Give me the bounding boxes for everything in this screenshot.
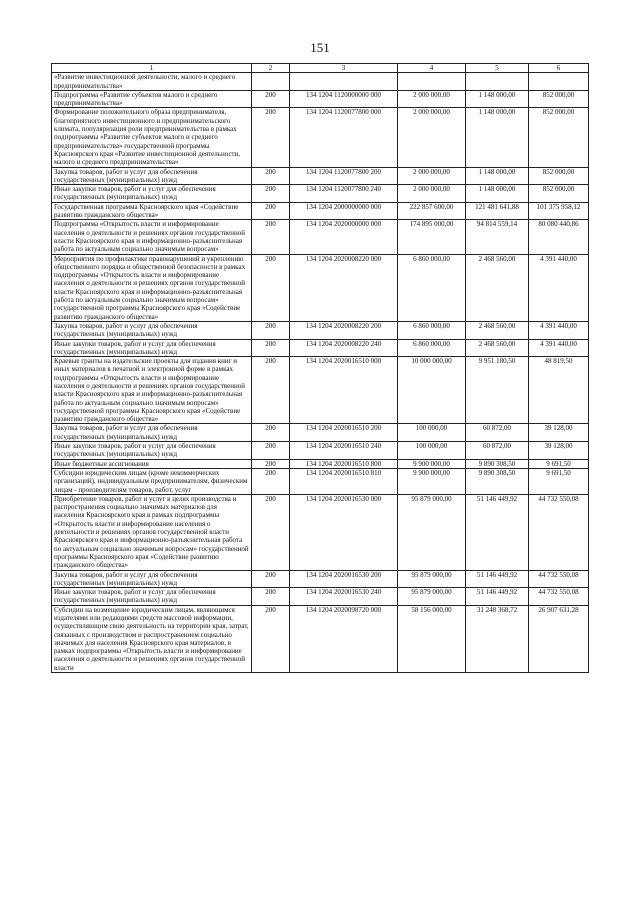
cell-class: 134 1204 1120077800 240 xyxy=(290,185,398,203)
cell-v1 xyxy=(398,73,466,91)
table-row xyxy=(52,588,589,606)
cell-code: 200 xyxy=(252,442,290,460)
cell-v3: 44 732 550,08 xyxy=(529,588,589,606)
table-row xyxy=(52,185,589,203)
cell-v3: 4 391 440,00 xyxy=(529,321,589,339)
cell-v3: 852 000,00 xyxy=(529,167,589,185)
cell-v1: 95 879 000,00 xyxy=(398,588,466,606)
cell-v2: 51 146 449,92 xyxy=(466,588,529,606)
cell-name: Подпрограмма «Открытость власти и информирование населения о деятельности и решениях органов государственной власти Красноярского края и информационно-разъяснительная работа по актуальным социально значимым вопросам» xyxy=(52,220,252,254)
cell-name: Иные закупки товаров, работ и услуг для обеспечения государственных (муниципальных) нужд xyxy=(52,588,252,606)
cell-v3: 4 391 440,00 xyxy=(529,339,589,357)
cell-v1: 10 000 000,00 xyxy=(398,357,466,424)
cell-code: 200 xyxy=(252,494,290,570)
cell-v1: 9 900 000,00 xyxy=(398,459,466,468)
cell-v3: 39 128,00 xyxy=(529,442,589,460)
table-row xyxy=(52,321,589,339)
table-row xyxy=(52,90,589,108)
cell-name: Иные бюджетные ассигнования xyxy=(52,459,252,468)
cell-class: 134 1204 2020016510 200 xyxy=(290,424,398,442)
cell-class: 134 1204 2020008220 240 xyxy=(290,339,398,357)
cell-v3: 101 375 958,12 xyxy=(529,202,589,220)
cell-name: Мероприятия по профилактике правонарушений и укреплению общественного порядка и общественной безопасности в рамках подпрограммы «Открытость власти и информирование населения о деятельности и решениях органов государственной власти Красноярского края и информационно-разъяснительная работа по актуальным социально значимым вопросам» государственной программы Красноярского края «Содействие развитию гражданского общества» xyxy=(52,254,252,321)
cell-code: 200 xyxy=(252,339,290,357)
cell-code: 200 xyxy=(252,254,290,321)
cell-code: 200 xyxy=(252,185,290,203)
cell-class: 134 1204 1120077800 200 xyxy=(290,167,398,185)
cell-code: 200 xyxy=(252,588,290,606)
cell-class: 134 1204 2020008220 000 xyxy=(290,254,398,321)
header-cell: 1 xyxy=(52,64,252,73)
cell-class: 134 1204 2020016530 000 xyxy=(290,494,398,570)
cell-v2: 1 148 000,00 xyxy=(466,108,529,167)
cell-v1: 100 000,00 xyxy=(398,442,466,460)
table-row xyxy=(52,357,589,424)
table-row xyxy=(52,442,589,460)
cell-name: Государственная программа Красноярского края «Содействие развитию гражданского общества» xyxy=(52,202,252,220)
header-cell: 5 xyxy=(466,64,529,73)
cell-v2: 1 148 000,00 xyxy=(466,167,529,185)
cell-v3: 852 000,00 xyxy=(529,90,589,108)
table-row xyxy=(52,254,589,321)
cell-v2: 2 468 560,00 xyxy=(466,254,529,321)
cell-v3: 48 819,50 xyxy=(529,357,589,424)
cell-v2: 60 872,00 xyxy=(466,424,529,442)
cell-v2: 51 146 449,92 xyxy=(466,494,529,570)
cell-class: 134 1204 2020016510 810 xyxy=(290,468,398,494)
cell-v2: 121 481 641,88 xyxy=(466,202,529,220)
cell-v1: 2 000 000,00 xyxy=(398,108,466,167)
cell-v3: 852 000,00 xyxy=(529,108,589,167)
cell-class xyxy=(290,73,398,91)
cell-v3: 44 732 550,08 xyxy=(529,570,589,588)
cell-v2: 9 890 308,50 xyxy=(466,468,529,494)
cell-v1: 6 860 000,00 xyxy=(398,339,466,357)
cell-code: 200 xyxy=(252,220,290,254)
cell-class: 134 1204 1120000000 000 xyxy=(290,90,398,108)
cell-v1: 95 879 000,00 xyxy=(398,494,466,570)
cell-v2: 2 468 560,00 xyxy=(466,339,529,357)
cell-name: «Развитие инвестиционной деятельности, малого и среднего предпринимательства» xyxy=(52,73,252,91)
cell-v1: 2 000 000,00 xyxy=(398,167,466,185)
cell-v2: 9 951 180,50 xyxy=(466,357,529,424)
cell-v1: 174 895 000,00 xyxy=(398,220,466,254)
cell-v3: 9 691,50 xyxy=(529,459,589,468)
cell-v1: 58 156 000,00 xyxy=(398,605,466,672)
cell-v1: 6 860 000,00 xyxy=(398,321,466,339)
cell-v1: 100 000,00 xyxy=(398,424,466,442)
table-row xyxy=(52,108,589,167)
cell-name: Субсидии юридическим лицам (кроме некоммерческих организаций), индивидуальным предпринимателям, физическим лицам - производителям товаров, работ, услуг xyxy=(52,468,252,494)
cell-code: 200 xyxy=(252,202,290,220)
table-row xyxy=(52,424,589,442)
cell-name: Закупка товаров, работ и услуг для обеспечения государственных (муниципальных) нужд xyxy=(52,167,252,185)
cell-v1: 6 860 000,00 xyxy=(398,254,466,321)
table-row xyxy=(52,605,589,672)
cell-v1: 95 879 000,00 xyxy=(398,570,466,588)
cell-name: Иные закупки товаров, работ и услуг для обеспечения государственных (муниципальных) нужд xyxy=(52,339,252,357)
cell-class: 134 1204 1120077800 000 xyxy=(290,108,398,167)
cell-v2: 94 814 559,14 xyxy=(466,220,529,254)
cell-name: Приобретение товаров, работ и услуг в целях производства и распространения социально значимых материалов для населения Красноярского края в рамках подпрограммы «Открытость власти и информирование населения о деятельности и решениях органов государственной власти Красноярского края и информационно-разъяснительная работа по актуальным социально значимым вопросам» государственной программы Красноярского края «Содействие развитию гражданского общества» xyxy=(52,494,252,570)
cell-v3: 4 391 440,00 xyxy=(529,254,589,321)
cell-v3: 852 000,00 xyxy=(529,185,589,203)
cell-v1: 222 857 600,00 xyxy=(398,202,466,220)
cell-class: 134 1204 2020016530 240 xyxy=(290,588,398,606)
cell-name: Иные закупки товаров, работ и услуг для обеспечения государственных (муниципальных) нужд xyxy=(52,442,252,460)
cell-v1: 2 000 000,00 xyxy=(398,90,466,108)
table-row xyxy=(52,459,589,468)
table-row xyxy=(52,167,589,185)
cell-name: Закупка товаров, работ и услуг для обеспечения государственных (муниципальных) нужд xyxy=(52,424,252,442)
header-cell: 6 xyxy=(529,64,589,73)
cell-class: 134 1204 2020016510 240 xyxy=(290,442,398,460)
budget-table xyxy=(51,63,589,673)
table-row xyxy=(52,468,589,494)
cell-v3: 9 691,50 xyxy=(529,468,589,494)
cell-name: Подпрограмма «Развитие субъектов малого и среднего предпринимательства» xyxy=(52,90,252,108)
cell-v2: 31 248 368,72 xyxy=(466,605,529,672)
cell-code: 200 xyxy=(252,459,290,468)
cell-code: 200 xyxy=(252,167,290,185)
cell-v2: 60 872,00 xyxy=(466,442,529,460)
cell-v3: 44 732 550,08 xyxy=(529,494,589,570)
cell-class: 134 1204 2020098720 000 xyxy=(290,605,398,672)
cell-v2: 1 148 000,00 xyxy=(466,90,529,108)
cell-code: 200 xyxy=(252,424,290,442)
cell-class: 134 1204 2020000000 000 xyxy=(290,220,398,254)
cell-class: 134 1204 2020016530 200 xyxy=(290,570,398,588)
cell-name: Субсидии на возмещение юридическим лицам, являющимся издателями или редакциями средств массовой информации, осуществляющим свою деятельность на территории края, затрат, связанных с производством и распространением социально значимых для населения Красноярского края материалов, в рамках подпрограммы «Открытость власти и информирование населения о деятельности и решениях органов государственной власти xyxy=(52,605,252,672)
cell-v2: 51 146 449,92 xyxy=(466,570,529,588)
header-cell: 3 xyxy=(290,64,398,73)
table-row xyxy=(52,73,589,91)
table-row xyxy=(52,570,589,588)
table-row xyxy=(52,220,589,254)
cell-v2: 2 468 560,00 xyxy=(466,321,529,339)
cell-v2 xyxy=(466,73,529,91)
cell-v3 xyxy=(529,73,589,91)
cell-code: 200 xyxy=(252,570,290,588)
cell-code: 200 xyxy=(252,605,290,672)
cell-v3: 26 907 631,28 xyxy=(529,605,589,672)
cell-code: 200 xyxy=(252,468,290,494)
cell-code xyxy=(252,73,290,91)
cell-class: 134 1204 2020008220 200 xyxy=(290,321,398,339)
cell-name: Формирование положительного образа предпринимателя, благоприятного инвестиционного и предпринимательского климата, популяризация роли предпринимательства в рамках подпрограммы «Развитие субъектов малого и среднего предпринимательства» государственной программы Красноярского края «Развитие инвестиционной деятельности, малого и среднего предпринимательства» xyxy=(52,108,252,167)
table-row xyxy=(52,202,589,220)
cell-class: 134 1204 2020016510 000 xyxy=(290,357,398,424)
cell-name: Закупка товаров, работ и услуг для обеспечения государственных (муниципальных) нужд xyxy=(52,321,252,339)
cell-v1: 9 900 000,00 xyxy=(398,468,466,494)
cell-code: 200 xyxy=(252,108,290,167)
cell-class: 134 1204 2020016510 800 xyxy=(290,459,398,468)
header-cell: 2 xyxy=(252,64,290,73)
header-cell: 4 xyxy=(398,64,466,73)
page-number: 151 xyxy=(310,40,330,55)
table-row xyxy=(52,339,589,357)
cell-v1: 2 000 000,00 xyxy=(398,185,466,203)
cell-code: 200 xyxy=(252,357,290,424)
cell-v3: 80 080 440,86 xyxy=(529,220,589,254)
table-header-row xyxy=(52,64,589,73)
cell-name: Иные закупки товаров, работ и услуг для обеспечения государственных (муниципальных) нужд xyxy=(52,185,252,203)
table-row xyxy=(52,494,589,570)
cell-v3: 39 128,00 xyxy=(529,424,589,442)
cell-name: Закупка товаров, работ и услуг для обеспечения государственных (муниципальных) нужд xyxy=(52,570,252,588)
cell-v2: 9 890 308,50 xyxy=(466,459,529,468)
cell-name: Краевые гранты на издательские проекты для издания книг и иных материалов в печатной и электронной форме в рамках подпрограммы «Открытость власти и информирование населения о деятельности и решениях органов государственной власти Красноярского края и информационно-разъяснительная работа по актуальным социально значимым вопросам» государственной программы Красноярского края «Содействие развитию гражданского общества» xyxy=(52,357,252,424)
cell-class: 134 1204 2000000000 000 xyxy=(290,202,398,220)
cell-code: 200 xyxy=(252,321,290,339)
cell-code: 200 xyxy=(252,90,290,108)
cell-v2: 1 148 000,00 xyxy=(466,185,529,203)
